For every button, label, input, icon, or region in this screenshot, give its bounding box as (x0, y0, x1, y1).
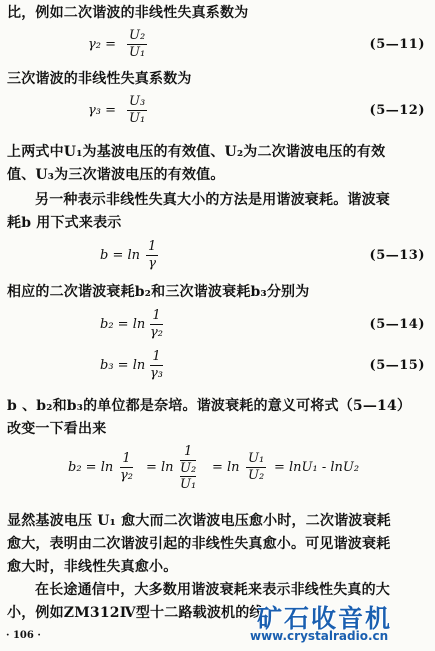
equation-number: (5—14) (369, 317, 425, 332)
denominator: γ₂ (150, 325, 163, 340)
text-line: 比，例如二次谐波的非线性失真系数为 (7, 5, 249, 21)
fraction (146, 239, 158, 272)
denominator: U₁ (129, 45, 146, 60)
equation-number: (5—13) (369, 248, 425, 263)
denominator: U₂ (248, 468, 265, 483)
page-number: · 106 · (6, 630, 41, 641)
denominator: γ₃ (150, 366, 163, 381)
text-line: 改变一下看出来 (7, 421, 107, 437)
text-line: 在长途通信中，大多数用谐波衰耗来表示非线性失真的大 (35, 582, 390, 598)
numerator: U₁ (248, 451, 265, 466)
denominator (180, 461, 196, 492)
denominator: γ₂ (120, 468, 133, 483)
equation-tail: = lnU₁ - lnU₂ (274, 460, 360, 475)
text-line: b 、b₂和b₃的单位都是奈培。谐波衰耗的意义可将式（5—14） (7, 398, 412, 414)
equation-5-11 (0, 26, 435, 66)
equation-derivation (0, 444, 435, 502)
denominator: γ (148, 256, 157, 271)
text-line: 愈大时，非线性失真愈小。 (7, 559, 178, 575)
text-line: 三次谐波的非线性失真系数为 (7, 71, 192, 87)
text-line: 耗b 用下式来表示 (7, 215, 122, 231)
equation-lhs: b₂ = ln (100, 317, 146, 332)
inner-denominator: U₁ (180, 477, 197, 492)
denominator: U₁ (129, 111, 146, 126)
fraction (120, 451, 133, 484)
text-line: 显然基波电压 U₁ 愈大而二次谐波电压愈小时，二次谐波衰耗 (7, 513, 391, 529)
numerator: 1 (148, 239, 157, 254)
numerator: U₃ (129, 94, 146, 109)
text-line: 值、U₃为三次谐波电压的有效值。 (7, 167, 225, 183)
numerator: 1 (150, 308, 163, 325)
equation-lhs: b₂ = ln (68, 460, 114, 475)
numerator: 1 (180, 444, 196, 461)
text-line: 愈大，表明由二次谐波引起的非线性失真愈小。可见谐波衰耗 (7, 536, 391, 552)
equation-lhs: γ₂ = (88, 37, 117, 52)
equation-lhs: γ₃ = (88, 103, 117, 118)
fraction (246, 451, 266, 484)
text-line: 上两式中U₁为基波电压的有效值、U₂为二次谐波电压的有效 (7, 144, 386, 160)
compound-fraction (180, 444, 196, 492)
inner-numerator: U₂ (180, 461, 197, 476)
numerator: 1 (120, 451, 133, 468)
equation-5-13 (0, 237, 435, 277)
text-line: 另一种表示非线性失真大小的方法是用谐波衰耗。谐波衰 (35, 192, 390, 208)
equation-number: (5—11) (369, 37, 425, 52)
equation-lhs: b = ln (100, 248, 141, 263)
equation-5-12 (0, 92, 435, 132)
fraction (150, 349, 163, 382)
numerator: U₂ (129, 28, 146, 43)
text-line: 小，例如ZM312Ⅳ型十二路载波机的线 (7, 605, 264, 621)
fraction (150, 308, 163, 341)
fraction (127, 94, 147, 127)
equation-number: (5—15) (369, 358, 425, 373)
equals-ln: = ln (212, 460, 240, 475)
fraction (127, 28, 147, 61)
equation-number: (5—12) (369, 103, 425, 118)
numerator: 1 (150, 349, 163, 366)
equals-ln: = ln (146, 460, 174, 475)
watermark-url: www.crystalradio.cn (250, 629, 389, 643)
text-line: 相应的二次谐波衰耗b₂和三次谐波衰耗b₃分别为 (7, 284, 310, 300)
equation-lhs: b₃ = ln (100, 358, 146, 373)
equation-5-14 (0, 306, 435, 346)
watermark-logo: 矿石收音机 (257, 604, 393, 633)
equation-5-15 (0, 347, 435, 387)
